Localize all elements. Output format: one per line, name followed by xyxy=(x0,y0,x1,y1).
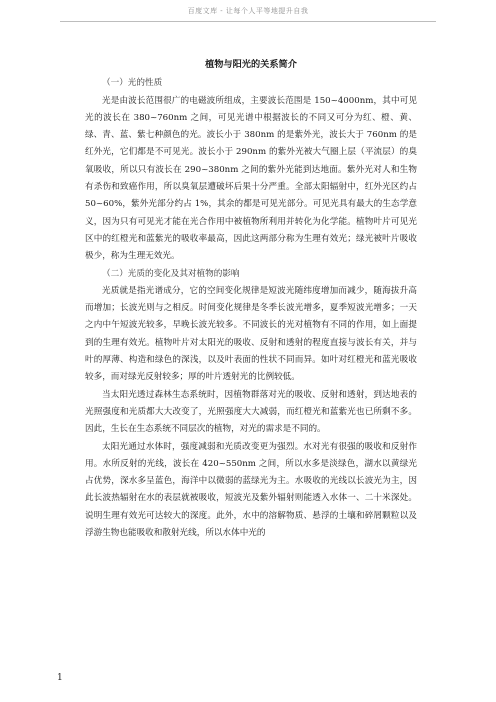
document-body xyxy=(85,56,417,542)
page-number: 1 xyxy=(57,673,63,683)
page-header: 百度文库 - 让每个人平等地提升自我 xyxy=(187,7,309,15)
section-heading-2: （二）光质的变化及其对植物的影响 xyxy=(102,268,240,279)
paragraph-2: 光质就是指光谱成分，它的空间变化规律是短波光随纬度增加而减少，随海拔升高而增加；长波光则与之相反。时间变化规律是冬季长波光增多，夏季短波光增多；一天之内中午短波光较多，早晚长波光较多。不同波长的光对植物有不同的作用，如上面提到的生理有效光。植物叶片对太阳光的吸收、反射和透射的程度直接与波长有关，并与叶的厚薄、构造和绿色的深浅，以及叶表面的性状不同而异。如叶对红橙光和蓝光吸收较多，而对绿光反射较多；厚的叶片透射光的比例较低。 xyxy=(85,285,417,383)
header-divider xyxy=(60,21,436,22)
paragraph-1: 光是由波长范围很广的电磁波所组成，主要波长范围是 150~4000nm，其中可见光的波长在 380~760nm 之间，可见光谱中根据波长的不同又可分为红、橙、黄、绿、青、蓝、紫七种颜色的光。波长小于 380nm 的是紫外光，波长大于 760nm 的是红外光，它们都是不可见光。波长小于 290nm 的紫外光被大气圈上层（平流层）的臭氧吸收，所以只有波长在 290~380nm 之间的紫外光能到达地面。紫外光对人和生物有杀伤和致癌作用，所以臭氧层遭破坏后果十分严重。全部太阳辐射中，红外光区约占 50~60%，紫外光部分约占 1%，其余的都是可见光部分。可见光具有最大的生态学意义，因为只有可见光才能在光合作用中被植物所利用并转化为化学能。植物叶片可见光区中的红橙光和蓝紫光的吸收率最高，因此这两部分称为生理有效光；绿光被叶片吸收极少，称为生理无效光。 xyxy=(85,95,417,262)
paragraph-4: 太阳光通过水体时，强度减弱和光质改变更为强烈。水对光有很强的吸收和反射作用。水所反射的光线，波长在 420~550nm 之间，所以水多是淡绿色，湖水以黄绿光占优势，深水多呈蓝色，海洋中以微弱的蓝绿光为主。水吸收的光线以长波光为主，因此长波热辐射在水的表层就被吸收，短波光及紫外辐射则能透入水体一、二十米深处。说明生理有效光可达较大的深度。此外，水中的溶解物质、悬浮的土壤和碎屑颗粒以及浮游生物也能吸收和散射光线，所以水体中光的 xyxy=(85,441,417,539)
document-title: 植物与阳光的关系简介 xyxy=(205,59,297,70)
section-heading-1: （一）光的性质 xyxy=(102,78,163,89)
paragraph-3: 当太阳光透过森林生态系统时，因植物群落对光的吸收、反射和透射，到达地表的光照强度和光质都大大改变了，光照强度大大减弱，而红橙光和蓝紫光也已所剩不多。因此，生长在生态系统不同层次的植物，对光的需求是不同的。 xyxy=(85,389,417,435)
